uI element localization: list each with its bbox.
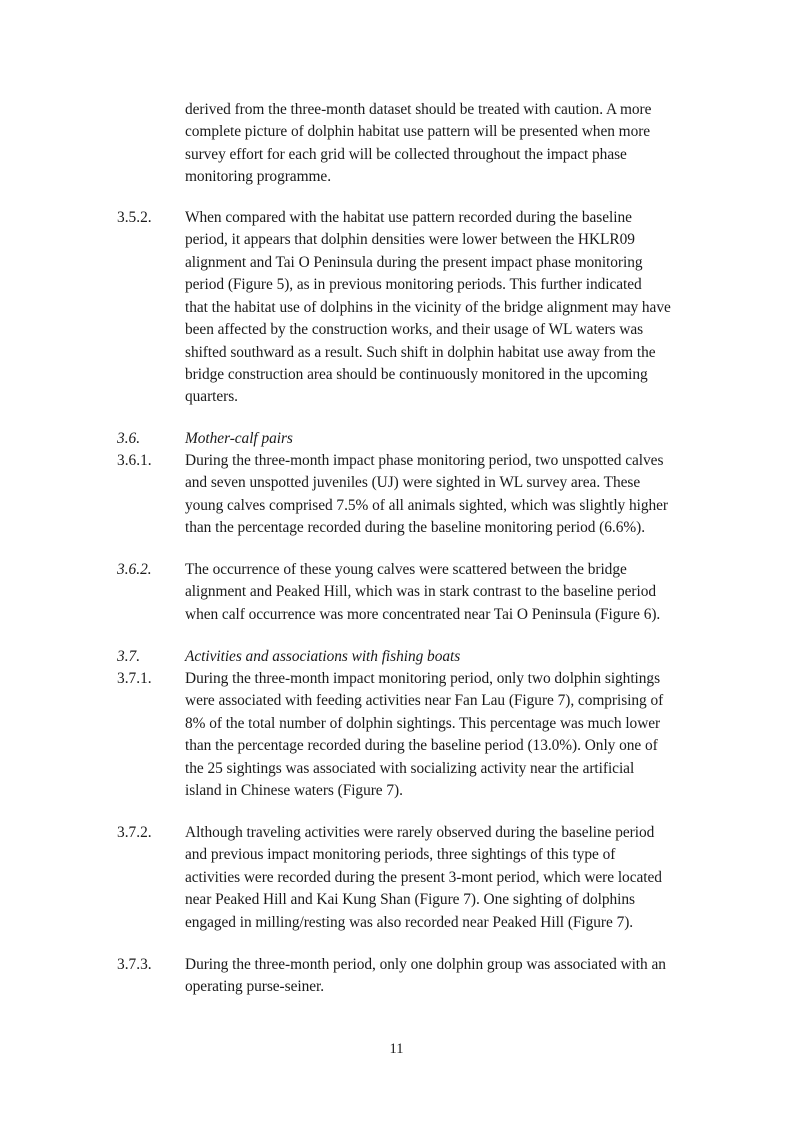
- text-line: alignment and Tai O Peninsula during the present impact phase monitoring: [185, 254, 643, 271]
- text-line: near Peaked Hill and Kai Kung Shan (Figure 7). One sighting of dolphins: [185, 891, 635, 908]
- section-title: Mother-calf pairs: [185, 430, 293, 447]
- text-line: survey effort for each grid will be collected throughout the impact phase: [185, 146, 627, 163]
- text-line: when calf occurrence was more concentrated near Tai O Peninsula (Figure 6).: [185, 606, 661, 623]
- section-number: 3.6.: [117, 430, 141, 447]
- text-line: When compared with the habitat use pattern recorded during the baseline: [185, 209, 632, 226]
- text-line: During the three-month period, only one dolphin group was associated with an: [185, 956, 666, 973]
- text-line: and seven unspotted juveniles (UJ) were sighted in WL survey area. These: [185, 474, 641, 491]
- text-line: activities were recorded during the present 3-mont period, which were located: [185, 869, 662, 886]
- text-line: bridge construction area should be continuously monitored in the upcoming: [185, 366, 648, 383]
- text-line: that the habitat use of dolphins in the vicinity of the bridge alignment may have: [185, 299, 671, 316]
- text-line: than the percentage recorded during the baseline period (13.0%). Only one of: [185, 737, 658, 754]
- text-line: and previous impact monitoring periods, three sightings of this type of: [185, 846, 616, 863]
- section-number: 3.5.2.: [117, 209, 152, 226]
- text-line: shifted southward as a result. Such shift in dolphin habitat use away from the: [185, 344, 656, 361]
- text-line: been affected by the construction works, and their usage of WL waters was: [185, 321, 644, 338]
- text-line: quarters.: [185, 388, 238, 405]
- section-number: 3.7.: [117, 648, 141, 665]
- text-line: young calves comprised 7.5% of all animals sighted, which was slightly higher: [185, 497, 668, 514]
- text-line: derived from the three-month dataset should be treated with caution. A more: [185, 101, 652, 118]
- text-line: operating purse-seiner.: [185, 978, 325, 995]
- text-line: period (Figure 5), as in previous monitoring periods. This further indicated: [185, 276, 642, 293]
- text-line: were associated with feeding activities near Fan Lau (Figure 7), comprising of: [185, 692, 664, 709]
- section-number: 3.7.2.: [117, 824, 152, 841]
- text-line: than the percentage recorded during the baseline monitoring period (6.6%).: [185, 519, 645, 536]
- section-number: 3.6.2.: [117, 561, 152, 578]
- section-number: 3.6.1.: [117, 452, 152, 469]
- text-line: 8% of the total number of dolphin sightings. This percentage was much lower: [185, 715, 661, 732]
- text-line: alignment and Peaked Hill, which was in stark contrast to the baseline period: [185, 583, 656, 600]
- text-line: period, it appears that dolphin densities were lower between the HKLR09: [185, 231, 635, 248]
- page-number: 11: [389, 1041, 404, 1057]
- text-line: Although traveling activities were rarely observed during the baseline period: [185, 824, 655, 841]
- text-line: the 25 sightings was associated with socializing activity near the artificial: [185, 760, 635, 777]
- text-line: During the three-month impact phase monitoring period, two unspotted calves: [185, 452, 664, 469]
- section-title: Activities and associations with fishing boats: [185, 648, 461, 665]
- text-line: monitoring programme.: [185, 168, 331, 185]
- text-line: During the three-month impact monitoring period, only two dolphin sightings: [185, 670, 661, 687]
- text-line: complete picture of dolphin habitat use pattern will be presented when more: [185, 123, 651, 140]
- text-line: The occurrence of these young calves were scattered between the bridge: [185, 561, 627, 578]
- section-number: 3.7.3.: [117, 956, 152, 973]
- text-line: engaged in milling/resting was also recorded near Peaked Hill (Figure 7).: [185, 914, 634, 931]
- section-number: 3.7.1.: [117, 670, 152, 687]
- text-line: island in Chinese waters (Figure 7).: [185, 782, 403, 799]
